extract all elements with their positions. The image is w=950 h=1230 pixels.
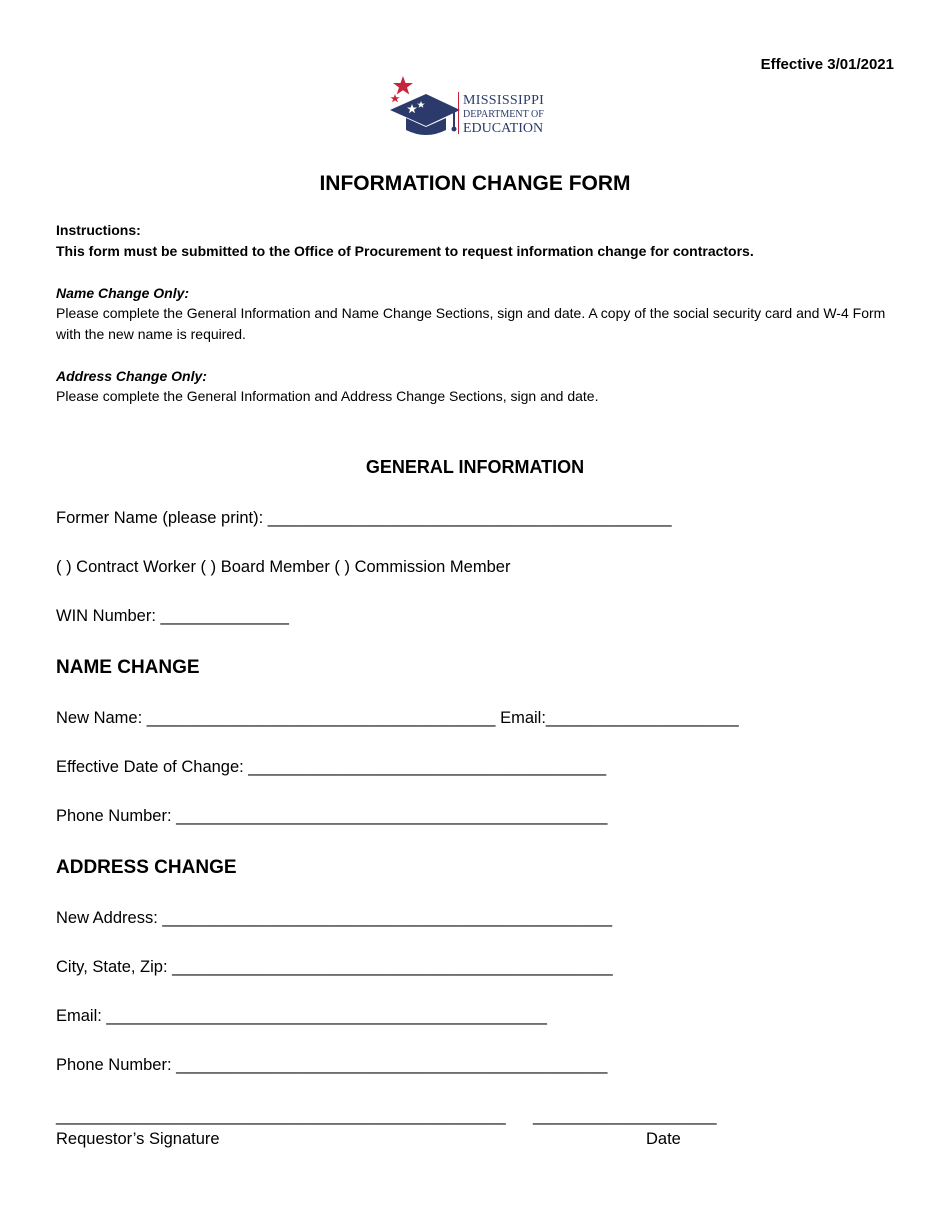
logo-line-3: EDUCATION bbox=[463, 121, 544, 136]
address-email-field[interactable]: Email: ________________________________________________ bbox=[56, 1007, 547, 1025]
graduation-cap-icon bbox=[388, 74, 463, 138]
new-name-email-field[interactable]: New Name: ______________________________________ Email:_____________________ bbox=[56, 709, 739, 727]
effective-date-field[interactable]: Effective Date of Change: _______________________________________ bbox=[56, 758, 607, 776]
new-address-field[interactable]: New Address: _________________________________________________ bbox=[56, 909, 613, 927]
former-name-field[interactable]: Former Name (please print): ____________________________________________ bbox=[56, 509, 672, 527]
address-change-only-text: Please complete the General Information and Address Change Sections, sign and date. bbox=[56, 388, 599, 404]
name-change-only-heading: Name Change Only: bbox=[56, 285, 190, 301]
win-number-field[interactable]: WIN Number: ______________ bbox=[56, 607, 289, 625]
signature-label: Requestor’s Signature bbox=[56, 1130, 220, 1148]
instructions-heading: Instructions: bbox=[56, 222, 141, 238]
effective-date: Effective 3/01/2021 bbox=[760, 56, 894, 73]
date-line[interactable]: ____________________ bbox=[533, 1107, 717, 1125]
signature-line[interactable]: _________________________________________________ bbox=[56, 1107, 506, 1125]
logo-wordmark bbox=[463, 94, 544, 136]
instructions-body: This form must be submitted to the Office of Procurement to request information change for contractors. bbox=[56, 243, 754, 259]
address-change-only-heading: Address Change Only: bbox=[56, 368, 207, 384]
address-phone-field[interactable]: Phone Number: _______________________________________________ bbox=[56, 1056, 608, 1074]
name-change-only-text: Please complete the General Information and Name Change Sections, sign and date. A copy of the social security card and W-4 Form with the new name is required. bbox=[56, 305, 886, 342]
name-change-heading: NAME CHANGE bbox=[56, 657, 200, 678]
address-change-heading: ADDRESS CHANGE bbox=[56, 857, 237, 878]
name-change-phone-field[interactable]: Phone Number: _______________________________________________ bbox=[56, 807, 608, 825]
logo-line-1: MISSISSIPPI bbox=[463, 93, 545, 108]
city-state-zip-field[interactable]: City, State, Zip: ________________________________________________ bbox=[56, 958, 613, 976]
form-title: INFORMATION CHANGE FORM bbox=[319, 172, 631, 195]
role-options[interactable]: ( ) Contract Worker ( ) Board Member ( ) Commission Member bbox=[56, 558, 511, 576]
mde-logo bbox=[388, 74, 563, 138]
date-label: Date bbox=[646, 1130, 681, 1148]
general-information-heading: GENERAL INFORMATION bbox=[365, 457, 585, 477]
logo-line-2: DEPARTMENT OF bbox=[463, 109, 544, 120]
